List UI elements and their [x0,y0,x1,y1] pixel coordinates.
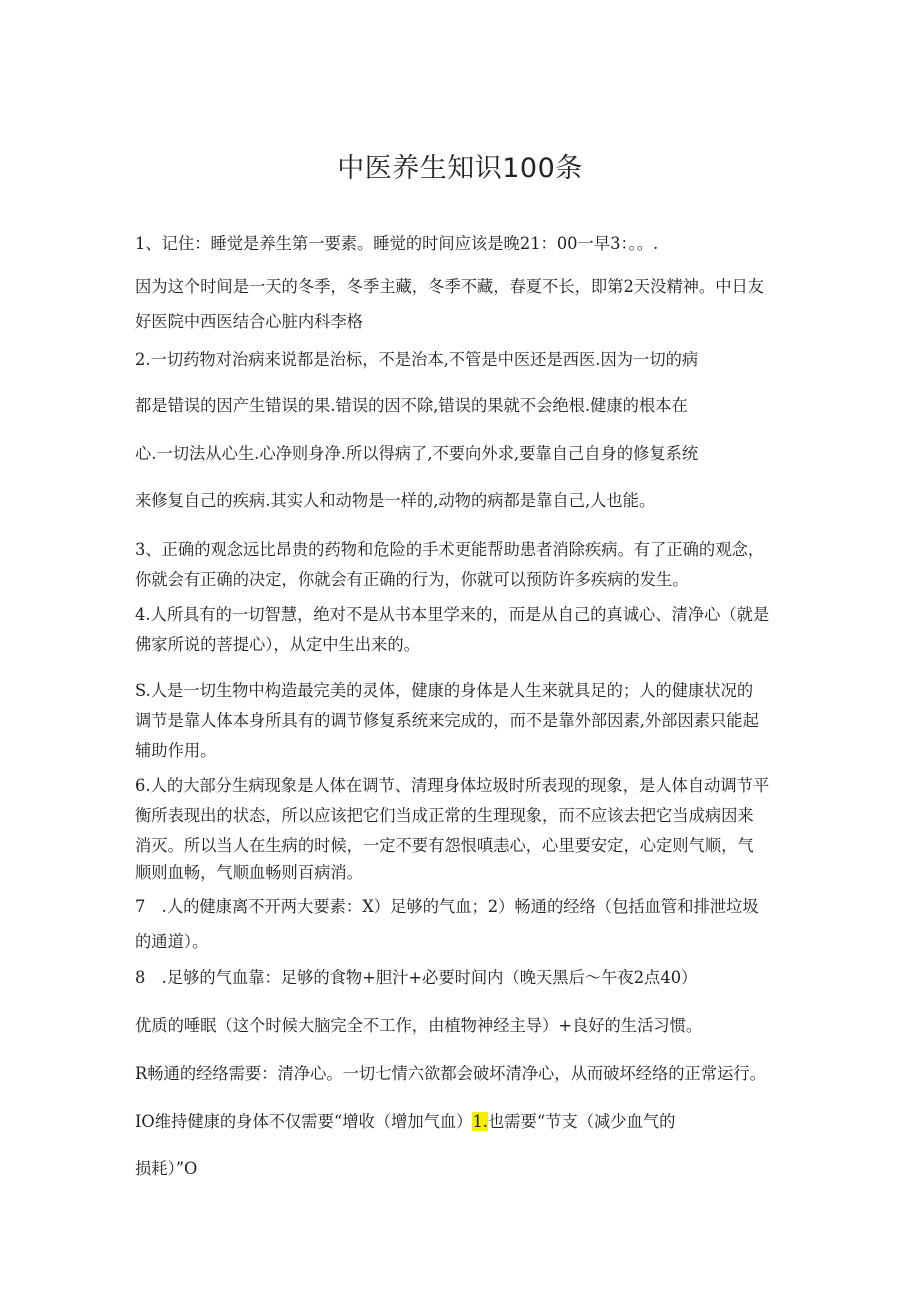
paragraph-line: 衡所表现出的状态，所以应该把它们当成正常的生理现象，而不应该去把它当成病因来 [135,806,754,825]
paragraph-line: 调节是靠人体本身所具有的调节修复系统来完成的，而不是靠外部因素,外部因素只能起 [135,711,759,730]
paragraph-line: 优质的唾眠（这个时候大脑完全不工作，由植物神经主导）+良好的生活习惯。 [135,1016,703,1035]
paragraph-line: S.人是一切生物中构造最完美的灵体，健康的身体是人生来就具足的；人的健康状况的 [135,681,754,700]
paragraph-line: 3、正确的观念远比昂贵的药物和危险的手术更能帮助患者消除疾病。有了正确的观念， [135,540,765,559]
paragraph-line: 你就会有正确的决定，你就会有正确的行为，你就可以预防许多疾病的发生。 [135,570,689,589]
paragraph-line: 损耗）”O [135,1159,198,1178]
paragraph-line: 好医院中西医结合心脏内科李格 [135,312,363,331]
paragraph-line: 6.人的大部分生病现象是人体在调节、清理身体垃圾时所表现的现象，是人体自动调节平 [135,776,770,795]
paragraph-line: 1、记住：睡觉是养生第一要素。睡觉的时间应该是晚21：00一早3：。。. [135,234,659,253]
paragraph-line: 的通道）。 [135,932,209,951]
paragraph-line: 7 .人的健康离不开两大要素：X）足够的气血；2）畅通的经络（包括血管和排泄垃圾 [135,897,759,916]
document-title: 中医养生知识100条 [337,153,583,184]
paragraph-line: 8 .足够的气血靠：足够的食物+胆汁+必要时间内（晚天黑后～午夜2点40） [135,968,698,987]
paragraph-line-10 [135,1108,675,1132]
line-text: 也需要“节支（减少血气的 [488,1112,676,1131]
paragraph-line: 都是错误的因产生错误的果.错误的因不除,错误的果就不会绝根.健康的根本在 [135,396,688,415]
highlighted-text: 1. [472,1112,488,1131]
paragraph-line: 因为这个时间是一天的冬季，冬季主藏，冬季不藏，春夏不长，即第2天没精神。中日友 [135,277,765,296]
paragraph-line: 顺则血畅，气顺血畅则百病消。 [135,863,363,882]
paragraph-line: R畅通的经络需要：清净心。一切七情六欲都会破坏清净心，从而破坏经络的正常运行。 [135,1064,766,1083]
paragraph-line: 来修复自己的疾病.其实人和动物是一样的,动物的病都是靠自己,人也能。 [135,491,656,510]
paragraph-line: 辅助作用。 [135,741,217,760]
paragraph-line: 消灭。所以当人在生病的时候，一定不要有怨恨嗔恚心，心里要安定，心定则气顺，气 [135,836,754,855]
paragraph-line: 心.一切法从心生.心净则身净.所以得病了,不要向外求,要靠自己自身的修复系统 [135,444,699,463]
paragraph-line: 4.人所具有的一切智慧，绝对不是从书本里学来的，而是从自己的真诚心、清净心（就是 [135,605,770,624]
line-text: IO维持健康的身体不仅需要“增收（增加气血） [135,1112,473,1131]
paragraph-line: 2.一切药物对治病来说都是治标，不是治本,不管是中医还是西医.因为一切的病 [135,350,699,369]
paragraph-line: 佛家所说的菩提心），从定中生出来的。 [135,635,420,654]
